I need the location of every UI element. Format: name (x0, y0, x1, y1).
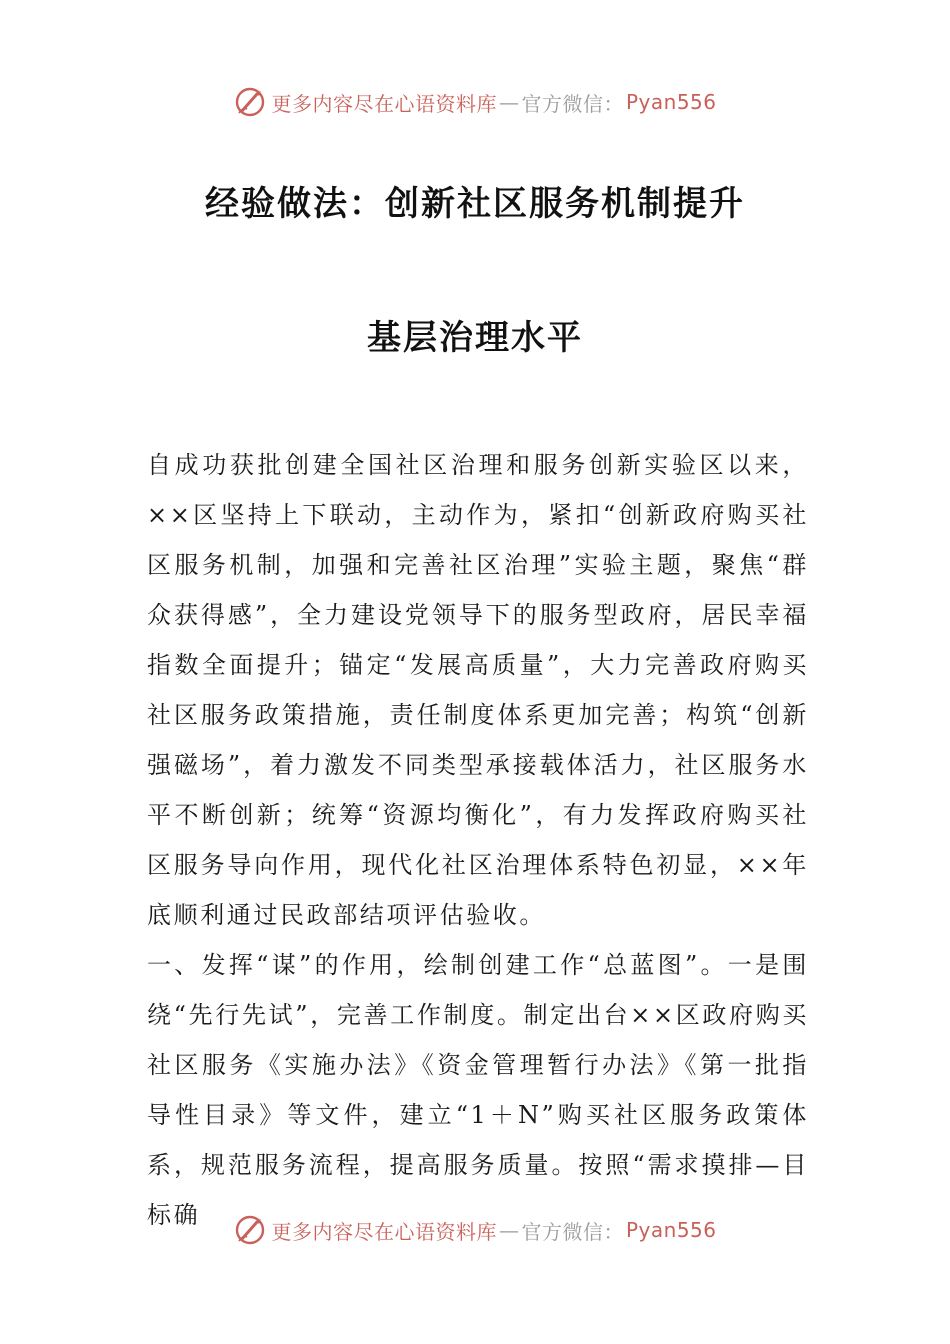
body-paragraph-intro: 自成功获批创建全国社区治理和服务创新实验区以来，××区坚持上下联动，主动作为，紧扣“创新政府购买社区服务机制，加强和完善社区治理”实验主题，聚焦“群众获得感”，全力建设党领导下的服务型政府，居民幸福指数全面提升；锚定“发展高质量”，大力完善政府购买社区服务政策措施，责任制度体系更加完善；构筑“创新强磁场”，着力激发不同类型承接载体活力，社区服务水平不断创新；统筹“资源均衡化”，有力发挥政府购买社区服务导向作用，现代化社区治理体系特色初显，××年底顺利通过民政部结项评估验收。 (147, 451, 809, 929)
header-watermark (0, 80, 950, 124)
footer-watermark (0, 1208, 950, 1252)
watermark-site-name: 更多内容尽在心语资料库 (271, 91, 497, 116)
document-title-line-2: 基层治理水平 (367, 318, 583, 358)
watermark-wechat-id: Pyan556 (625, 90, 717, 114)
body-paragraph-section-one: 一、发挥“谋”的作用，绘制创建工作“总蓝图”。一是围绕“先行先试”，完善工作制度。制定出台××区政府购买社区服务《实施办法》《资金管理暂行办法》《第一批指导性目录》等文件，建立“1＋N”购买社区服务政策体系，规范服务流程，提高服务质量。按照“需求摸排—目标确 (147, 951, 809, 1229)
watermark-wechat-label: 官方微信： (521, 91, 624, 116)
document-title-line-1: 经验做法：创新社区服务机制提升 (205, 184, 745, 224)
pen-logo-icon (233, 1213, 267, 1247)
watermark-dash: — (498, 90, 520, 114)
watermark-wechat-id: Pyan556 (625, 1218, 717, 1242)
watermark-site-name: 更多内容尽在心语资料库 (271, 1219, 497, 1244)
watermark-wechat-label: 官方微信： (521, 1219, 624, 1244)
document-body (147, 440, 809, 1240)
pen-logo-icon (233, 85, 267, 119)
watermark-dash: — (498, 1218, 520, 1242)
